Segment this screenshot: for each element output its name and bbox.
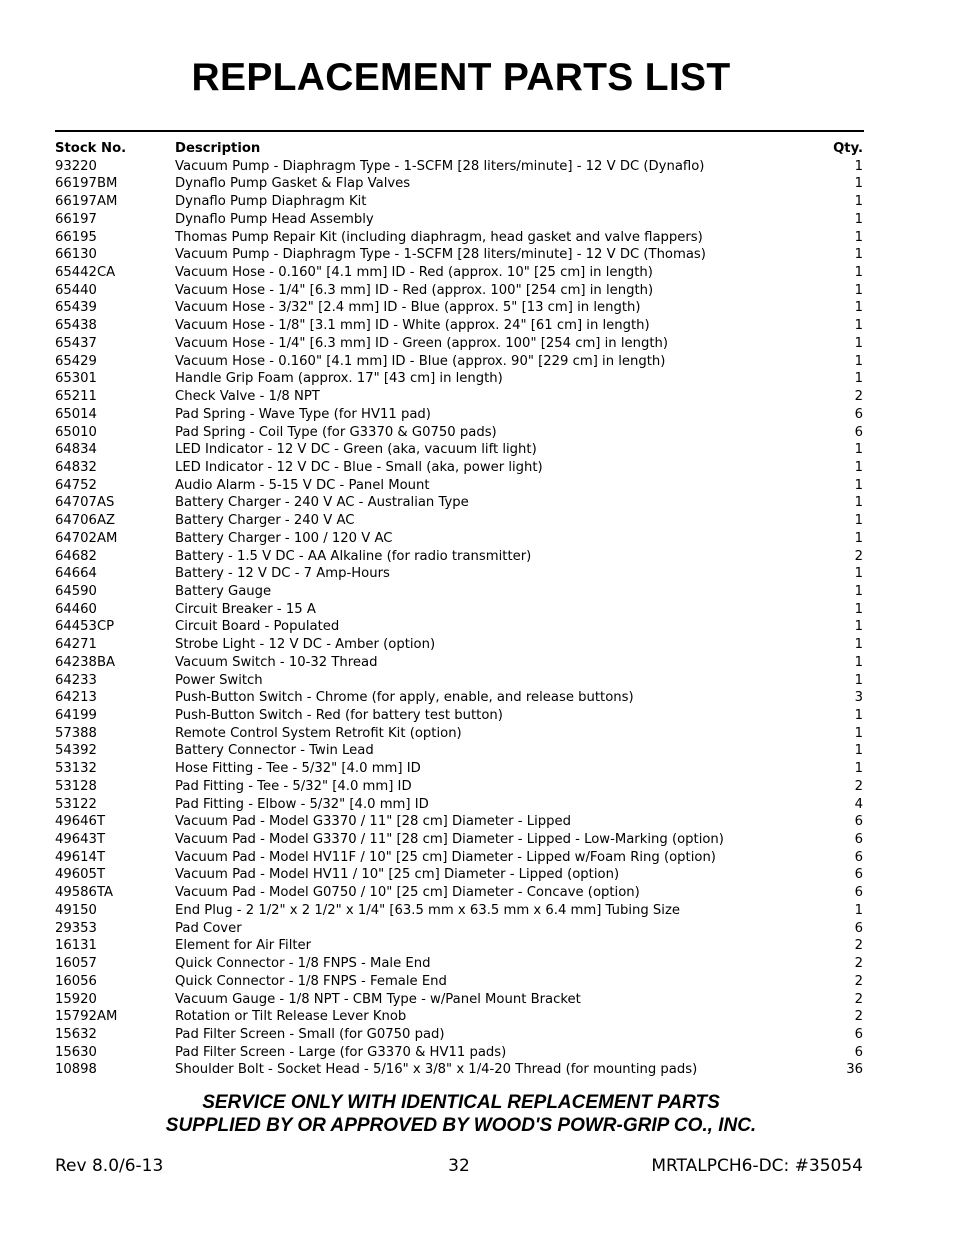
stock-cell: 66197AM (55, 194, 118, 210)
description-cell: Push-Button Switch - Red (for battery test button) (175, 708, 503, 723)
stock-cell: 65437 (55, 335, 97, 351)
description-cell: Strobe Light - 12 V DC - Amber (option) (175, 637, 436, 653)
description-cell: Dynaflo Pump Head Assembly (175, 211, 374, 227)
qty-cell: 1 (854, 265, 863, 281)
description-cell: Vacuum Pad - Model HV11F / 10" [25 cm] Diameter - Lipped w/Foam Ring (option) (175, 849, 716, 865)
service-notice-line-2: SUPPLIED BY OR APPROVED BY WOOD'S POWR-GRIP CO., INC. (165, 1115, 757, 1136)
stock-cell: 64453CP (55, 619, 115, 635)
qty-cell: 1 (854, 761, 863, 777)
table-row (55, 689, 863, 707)
stock-cell: 49586TA (55, 885, 114, 901)
table-row (55, 335, 863, 353)
service-notice (0, 1091, 922, 1137)
table-row (55, 388, 863, 406)
table-row (55, 317, 863, 335)
description-cell: Hose Fitting - Tee - 5/32" [4.0 mm] ID (175, 761, 421, 777)
description-cell: Pad Fitting - Elbow - 5/32" [4.0 mm] ID (175, 796, 429, 812)
description-cell: Push-Button Switch - Chrome (for apply, enable, and release buttons) (175, 690, 634, 706)
description-cell: Pad Cover (175, 920, 242, 936)
table-row (55, 264, 863, 282)
stock-cell: 64664 (55, 566, 97, 582)
qty-cell: 2 (854, 1009, 863, 1025)
table-row (55, 1061, 863, 1079)
stock-cell: 49150 (55, 902, 97, 918)
table-row (55, 441, 863, 459)
qty-cell: 6 (854, 920, 863, 936)
table-row (55, 725, 863, 743)
stock-cell: 49646T (55, 814, 106, 830)
stock-cell: 15792AM (55, 1009, 118, 1025)
description-cell: Battery Charger - 100 / 120 V AC (175, 530, 393, 546)
description-cell: Pad Fitting - Tee - 5/32" [4.0 mm] ID (175, 778, 412, 794)
stock-cell: 64702AM (55, 530, 118, 546)
qty-cell: 1 (854, 654, 863, 670)
table-row (55, 1044, 863, 1062)
qty-cell: 6 (854, 867, 863, 883)
table-row (55, 565, 863, 583)
qty-cell: 1 (854, 902, 863, 918)
qty-cell: 4 (854, 796, 863, 812)
stock-cell: 16057 (55, 956, 97, 972)
table-row (55, 1026, 863, 1044)
description-cell: Battery Connector - Twin Lead (175, 743, 374, 759)
qty-cell: 1 (854, 619, 863, 635)
table-row (55, 406, 863, 424)
table-row (55, 530, 863, 548)
table-row (55, 991, 863, 1009)
qty-cell: 1 (854, 158, 863, 174)
stock-cell: 65440 (55, 282, 97, 298)
stock-cell: 65010 (55, 424, 97, 440)
stock-cell: 16131 (55, 938, 97, 954)
qty-cell: 1 (854, 211, 863, 227)
stock-cell: 64233 (55, 672, 97, 688)
description-cell: Vacuum Hose - 0.160" [4.1 mm] ID - Red (approx. 10" [25 cm] in length) (175, 265, 653, 281)
table-row (55, 760, 863, 778)
qty-cell: 1 (854, 194, 863, 210)
table-row (55, 920, 863, 938)
table-row (55, 299, 863, 317)
description-cell: Circuit Board - Populated (175, 619, 340, 635)
service-notice-line-1: SERVICE ONLY WITH IDENTICAL REPLACEMENT PARTS (202, 1092, 720, 1113)
qty-cell: 2 (854, 778, 863, 794)
description-cell: Vacuum Pad - Model G0750 / 10" [25 cm] Diameter - Concave (option) (175, 885, 640, 901)
qty-cell: 1 (854, 442, 863, 458)
qty-cell: 36 (846, 1062, 863, 1078)
qty-cell: 1 (854, 513, 863, 529)
description-cell: Vacuum Hose - 3/32" [2.4 mm] ID - Blue (approx. 5" [13 cm] in length) (175, 300, 641, 316)
description-cell: Vacuum Hose - 1/4" [6.3 mm] ID - Red (approx. 100" [254 cm] in length) (175, 282, 654, 298)
table-row (55, 849, 863, 867)
description-cell: Handle Grip Foam (approx. 17" [43 cm] in length) (175, 371, 503, 387)
description-cell: Battery Charger - 240 V AC (175, 513, 355, 529)
stock-cell: 66197 (55, 211, 97, 227)
table-row (55, 424, 863, 442)
description-cell: Audio Alarm - 5-15 V DC - Panel Mount (175, 477, 430, 493)
description-cell: Pad Spring - Wave Type (for HV11 pad) (175, 406, 431, 422)
qty-cell: 1 (854, 601, 863, 617)
header-stock-no: Stock No. (55, 141, 127, 156)
description-cell: Vacuum Pump - Diaphragm Type - 1-SCFM [28 liters/minute] - 12 V DC (Thomas) (175, 247, 706, 263)
description-cell: Pad Spring - Coil Type (for G3370 & G0750 pads) (175, 424, 497, 440)
stock-cell: 65301 (55, 371, 97, 387)
stock-cell: 64199 (55, 708, 97, 723)
qty-cell: 6 (854, 832, 863, 848)
stock-cell: 65442CA (55, 265, 116, 281)
description-cell: Dynaflo Pump Gasket & Flap Valves (175, 176, 411, 192)
qty-cell: 1 (854, 282, 863, 298)
qty-cell: 1 (854, 300, 863, 316)
qty-cell: 6 (854, 1044, 863, 1060)
table-row (55, 246, 863, 264)
description-cell: Quick Connector - 1/8 FNPS - Female End (175, 973, 447, 989)
stock-cell: 64706AZ (55, 513, 116, 529)
stock-cell: 15632 (55, 1026, 97, 1042)
qty-cell: 6 (854, 406, 863, 422)
table-row (55, 796, 863, 814)
qty-cell: 1 (854, 566, 863, 582)
description-cell: LED Indicator - 12 V DC - Green (aka, vacuum lift light) (175, 442, 537, 458)
description-cell: Battery - 1.5 V DC - AA Alkaline (for radio transmitter) (175, 548, 532, 564)
table-row (55, 866, 863, 884)
qty-cell: 3 (854, 690, 863, 706)
table-header-row (55, 140, 863, 158)
qty-cell: 6 (854, 1026, 863, 1042)
stock-cell: 93220 (55, 158, 97, 174)
qty-cell: 1 (854, 335, 863, 351)
stock-cell: 57388 (55, 725, 97, 741)
qty-cell: 1 (854, 371, 863, 387)
qty-cell: 1 (854, 495, 863, 511)
stock-cell: 49614T (55, 849, 106, 865)
revision-label: Rev 8.0/6-13 (55, 1156, 164, 1176)
qty-cell: 2 (854, 973, 863, 989)
description-cell: Battery Charger - 240 V AC - Australian Type (175, 495, 469, 511)
table-row (55, 158, 863, 176)
qty-cell: 1 (854, 229, 863, 245)
page-footer (55, 1156, 863, 1180)
stock-cell: 29353 (55, 920, 97, 936)
stock-cell: 64590 (55, 583, 97, 599)
stock-cell: 64213 (55, 690, 97, 706)
table-row (55, 778, 863, 796)
stock-cell: 65438 (55, 318, 97, 334)
stock-cell: 66130 (55, 247, 97, 263)
table-row (55, 601, 863, 619)
stock-cell: 15630 (55, 1044, 97, 1060)
stock-cell: 54392 (55, 743, 97, 759)
qty-cell: 2 (854, 956, 863, 972)
table-row (55, 902, 863, 920)
qty-cell: 1 (854, 318, 863, 334)
qty-cell: 1 (854, 725, 863, 741)
table-row (55, 353, 863, 371)
stock-cell: 64832 (55, 459, 97, 475)
qty-cell: 2 (854, 991, 863, 1007)
stock-cell: 65014 (55, 406, 97, 422)
description-cell: Vacuum Pad - Model G3370 / 11" [28 cm] Diameter - Lipped (175, 814, 571, 830)
qty-cell: 1 (854, 176, 863, 192)
qty-cell: 2 (854, 548, 863, 564)
table-row (55, 512, 863, 530)
page-number: 32 (448, 1156, 470, 1176)
description-cell: Pad Filter Screen - Small (for G0750 pad) (175, 1026, 445, 1042)
description-cell: Rotation or Tilt Release Lever Knob (175, 1009, 407, 1025)
qty-cell: 2 (854, 389, 863, 405)
table-row (55, 175, 863, 193)
table-row (55, 229, 863, 247)
qty-cell: 1 (854, 743, 863, 759)
qty-cell: 1 (854, 353, 863, 369)
stock-cell: 65211 (55, 389, 97, 405)
description-cell: Quick Connector - 1/8 FNPS - Male End (175, 956, 431, 972)
stock-cell: 65429 (55, 353, 97, 369)
stock-cell: 65439 (55, 300, 97, 316)
description-cell: Battery Gauge (175, 583, 272, 599)
qty-cell: 6 (854, 424, 863, 440)
table-row (55, 831, 863, 849)
header-qty: Qty. (833, 141, 863, 156)
stock-cell: 49643T (55, 832, 106, 848)
table-body (55, 158, 863, 1079)
qty-cell: 6 (854, 814, 863, 830)
table-row (55, 973, 863, 991)
table-row (55, 884, 863, 902)
table-row (55, 742, 863, 760)
table-row (55, 1008, 863, 1026)
table-row (55, 459, 863, 477)
table-row (55, 193, 863, 211)
stock-cell: 53122 (55, 796, 97, 812)
description-cell: Vacuum Hose - 1/4" [6.3 mm] ID - Green (approx. 100" [254 cm] in length) (175, 335, 669, 351)
table-row (55, 654, 863, 672)
description-cell: Vacuum Gauge - 1/8 NPT - CBM Type - w/Panel Mount Bracket (175, 991, 581, 1007)
qty-cell: 1 (854, 583, 863, 599)
stock-cell: 53132 (55, 761, 97, 777)
description-cell: Vacuum Hose - 0.160" [4.1 mm] ID - Blue (approx. 90" [229 cm] in length) (175, 353, 666, 369)
description-cell: Dynaflo Pump Diaphragm Kit (175, 194, 367, 210)
table-row (55, 548, 863, 566)
table-row (55, 955, 863, 973)
description-cell: Check Valve - 1/8 NPT (175, 389, 320, 405)
description-cell: Battery - 12 V DC - 7 Amp-Hours (175, 566, 390, 582)
description-cell: Power Switch (175, 672, 263, 688)
qty-cell: 6 (854, 849, 863, 865)
stock-cell: 64834 (55, 442, 97, 458)
stock-cell: 16056 (55, 973, 97, 989)
title-divider (55, 130, 864, 132)
qty-cell: 1 (854, 477, 863, 493)
stock-cell: 66195 (55, 229, 97, 245)
description-cell: Remote Control System Retrofit Kit (option) (175, 725, 462, 741)
stock-cell: 64707AS (55, 495, 115, 511)
document-id: MRTALPCH6-DC: #35054 (651, 1156, 863, 1176)
description-cell: Vacuum Switch - 10-32 Thread (175, 654, 378, 670)
qty-cell: 1 (854, 672, 863, 688)
description-cell: End Plug - 2 1/2" x 2 1/2" x 1/4" [63.5 mm x 63.5 mm x 6.4 mm] Tubing Size (175, 902, 680, 918)
parts-table (55, 140, 863, 1079)
description-cell: Pad Filter Screen - Large (for G3370 & HV11 pads) (175, 1044, 507, 1060)
table-row (55, 583, 863, 601)
qty-cell: 1 (854, 530, 863, 546)
qty-cell: 2 (854, 938, 863, 954)
description-cell: Vacuum Pad - Model G3370 / 11" [28 cm] Diameter - Lipped - Low-Marking (option) (175, 832, 724, 848)
stock-cell: 64460 (55, 601, 97, 617)
stock-cell: 10898 (55, 1062, 97, 1078)
table-row (55, 937, 863, 955)
qty-cell: 1 (854, 247, 863, 263)
table-row (55, 494, 863, 512)
table-row (55, 370, 863, 388)
description-cell: Vacuum Pump - Diaphragm Type - 1-SCFM [28 liters/minute] - 12 V DC (Dynaflo) (175, 158, 705, 174)
table-row (55, 282, 863, 300)
qty-cell: 1 (854, 637, 863, 653)
description-cell: Thomas Pump Repair Kit (including diaphragm, head gasket and valve flappers) (175, 229, 703, 245)
description-cell: LED Indicator - 12 V DC - Blue - Small (aka, power light) (175, 459, 543, 475)
stock-cell: 66197BM (55, 176, 118, 192)
description-cell: Shoulder Bolt - Socket Head - 5/16" x 3/8" x 1/4-20 Thread (for mounting pads) (175, 1062, 698, 1078)
table-row (55, 707, 863, 725)
table-row (55, 477, 863, 495)
page-title: REPLACEMENT PARTS LIST (191, 56, 731, 99)
stock-cell: 49605T (55, 867, 106, 883)
header-description: Description (175, 141, 261, 156)
stock-cell: 15920 (55, 991, 97, 1007)
description-cell: Circuit Breaker - 15 A (175, 601, 316, 617)
description-cell: Vacuum Pad - Model HV11 / 10" [25 cm] Diameter - Lipped (option) (175, 867, 620, 883)
table-row (55, 618, 863, 636)
description-cell: Vacuum Hose - 1/8" [3.1 mm] ID - White (approx. 24" [61 cm] in length) (175, 318, 650, 334)
table-row (55, 636, 863, 654)
table-row (55, 813, 863, 831)
description-cell: Element for Air Filter (175, 938, 312, 954)
stock-cell: 53128 (55, 778, 97, 794)
qty-cell: 6 (854, 885, 863, 901)
stock-cell: 64752 (55, 477, 97, 493)
qty-cell: 1 (854, 459, 863, 475)
stock-cell: 64682 (55, 548, 97, 564)
table-row (55, 211, 863, 229)
stock-cell: 64238BA (55, 654, 116, 670)
qty-cell: 1 (854, 708, 863, 723)
stock-cell: 64271 (55, 637, 97, 653)
table-row (55, 672, 863, 690)
